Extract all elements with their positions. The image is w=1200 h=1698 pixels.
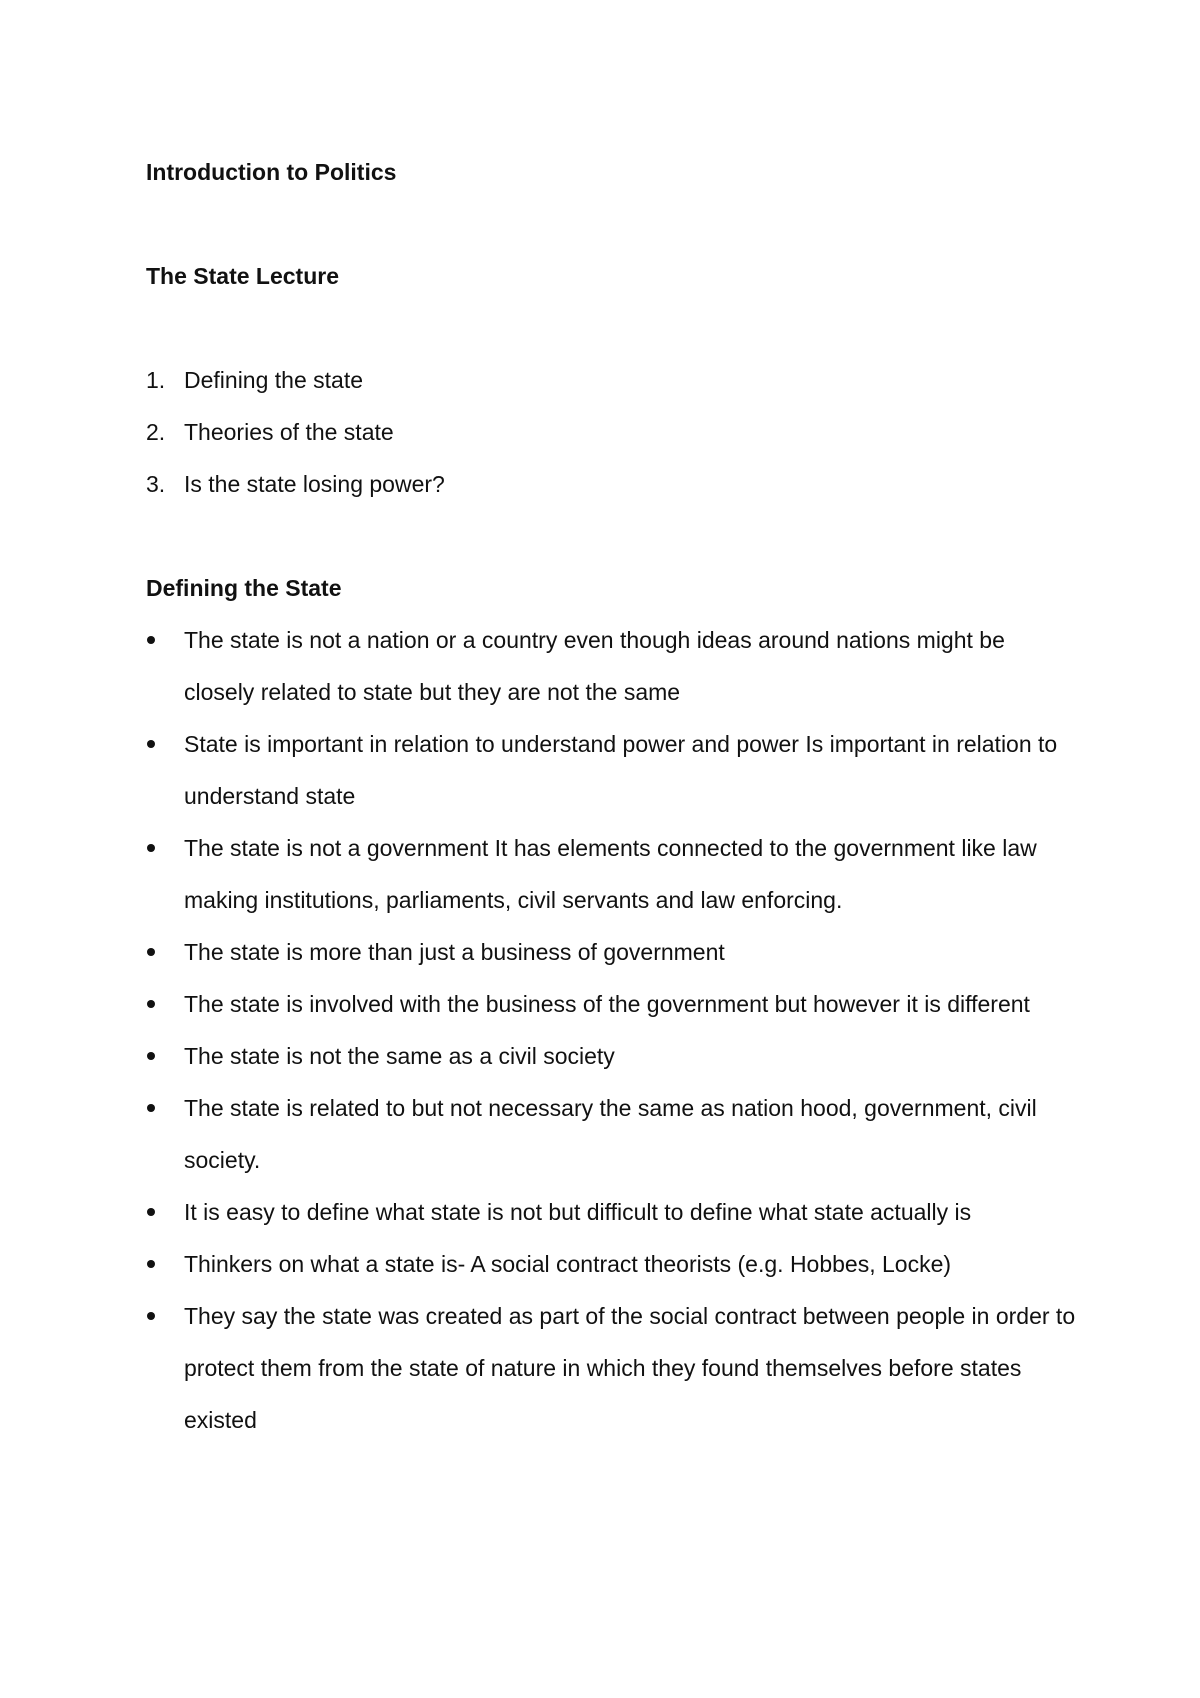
bullet-icon	[147, 1052, 155, 1060]
bullet-icon	[147, 1104, 155, 1112]
bullet-text: The state is not the same as a civil society	[184, 1043, 615, 1069]
outline-item	[146, 354, 1076, 406]
bullet-icon	[147, 1260, 155, 1268]
bullet-icon	[147, 740, 155, 748]
bullet-icon	[147, 1000, 155, 1008]
bullet-icon	[147, 1312, 155, 1320]
bullet-item	[146, 614, 1076, 718]
outline-number: 1.	[146, 367, 166, 393]
bullet-icon	[147, 948, 155, 956]
bullet-item	[146, 978, 1076, 1030]
outline-text: Theories of the state	[184, 419, 394, 445]
section-heading: Defining the State	[146, 575, 342, 601]
outline-item	[146, 406, 1076, 458]
bullet-item	[146, 1082, 1076, 1186]
outline-item	[146, 458, 1076, 510]
bullet-item	[146, 1238, 1076, 1290]
bullet-text: State is important in relation to understand power and power Is important in relation to understand state	[184, 731, 1058, 809]
outline-number: 3.	[146, 471, 166, 497]
bullet-item	[146, 1186, 1076, 1238]
bullet-icon	[147, 844, 155, 852]
spacer	[146, 198, 1076, 250]
bullet-icon	[147, 1208, 155, 1216]
bullet-text: Thinkers on what a state is- A social contract theorists (e.g. Hobbes, Locke)	[184, 1251, 952, 1277]
spacer	[146, 302, 1076, 354]
bullet-item	[146, 926, 1076, 978]
bullet-item	[146, 1030, 1076, 1082]
bullet-list	[146, 614, 1076, 1446]
spacer	[146, 510, 1076, 562]
document-title: Introduction to Politics	[146, 159, 397, 185]
lecture-outline	[146, 354, 1076, 510]
bullet-text: The state is more than just a business of government	[184, 939, 725, 965]
bullet-text: The state is not a nation or a country even though ideas around nations might be closely related to state but they are not the same	[184, 627, 1005, 705]
bullet-item	[146, 822, 1076, 926]
bullet-text: It is easy to define what state is not but difficult to define what state actually is	[184, 1199, 972, 1225]
bullet-icon	[147, 636, 155, 644]
bullet-item	[146, 718, 1076, 822]
lecture-subtitle: The State Lecture	[146, 263, 339, 289]
outline-text: Defining the state	[184, 367, 364, 393]
bullet-text: The state is not a government It has elements connected to the government like law making institutions, parliaments, civil servants and law enforcing.	[184, 835, 1037, 913]
bullet-text: The state is involved with the business of the government but however it is different	[184, 991, 1030, 1017]
bullet-text: The state is related to but not necessary the same as nation hood, government, civil society.	[184, 1095, 1037, 1173]
document-body	[146, 146, 1076, 1446]
bullet-item	[146, 1290, 1076, 1446]
outline-text: Is the state losing power?	[184, 471, 445, 497]
outline-number: 2.	[146, 419, 166, 445]
bullet-text: They say the state was created as part of the social contract between people in order to protect them from the state of nature in which they found themselves before states existed	[184, 1303, 1076, 1433]
